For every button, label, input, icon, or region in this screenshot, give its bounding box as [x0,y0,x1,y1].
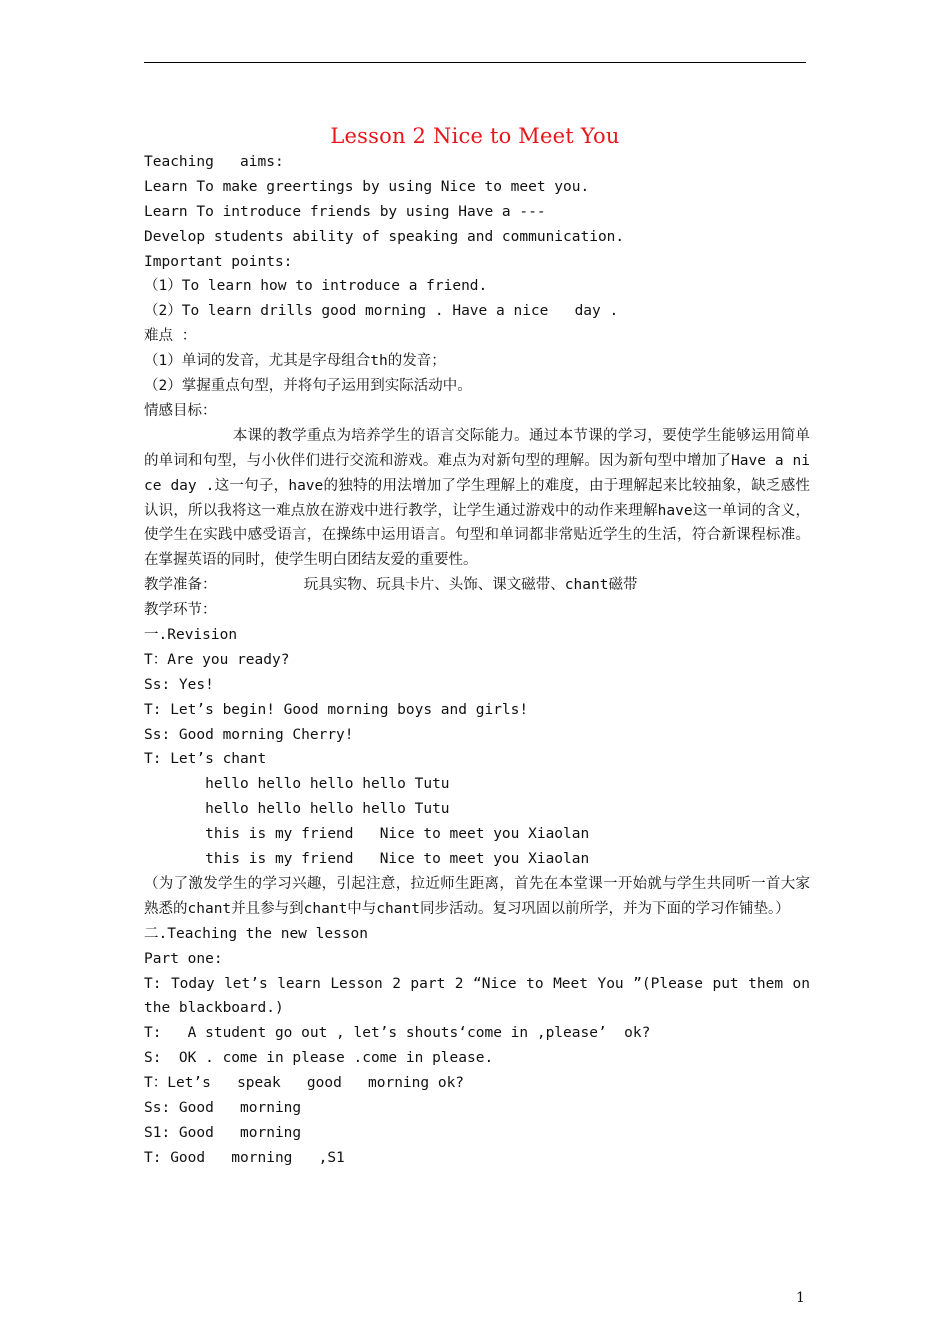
paragraph-today-lesson: T: Today let’s learn Lesson 2 part 2 “Nice to Meet You ”(Please put them on the blackboard.) [144,975,810,1017]
text-line: T：Are you ready? [144,651,290,668]
dialogue-line: S1: Good morning [144,1124,302,1141]
text-line: Important points: [144,253,293,270]
dialogue-line: S: OK . come in please .come in please. [144,1050,494,1067]
text-line: Ss: Good morning Cherry! [144,726,354,743]
page-title: Lesson 2 Nice to Meet You [330,124,620,148]
header-rule [144,62,806,63]
text-line: Learn To introduce friends by using Have a --- [144,203,546,220]
page-number: 1 [796,1290,805,1306]
text-line: Teaching aims: [144,154,284,170]
chant-line: this is my friend Nice to meet you Xiaolan [144,851,590,868]
text-line: （1）To learn how to introduce a friend. [144,278,488,295]
text-line: T: Let’s chant [144,751,267,768]
dialogue-line: T: Good morning ,S1 [144,1149,345,1166]
text-line: Develop students ability of speaking and communication. [144,228,625,245]
text-line: 教学环节： [144,602,217,619]
document-body [144,150,810,1171]
text-line: （2）To learn drills good morning . Have a nice day . [144,303,619,320]
text-line: Learn To make greertings by using Nice to meet you. [144,178,590,195]
chant-line: this is my friend Nice to meet you Xiaolan [144,826,590,843]
text-line: 情感目标： [144,402,217,419]
text-line: 一.Revision [144,627,238,644]
text-line: 二.Teaching the new lesson [144,925,369,942]
text-line: 难点 ： [144,328,197,345]
text-line: 教学准备： 玩具实物、玩具卡片、头饰、课文磁带、chant磁带 [144,577,638,594]
paragraph-emotional-goals: 本课的教学重点为培养学生的语言交际能力。通过本节课的学习，要使学生能够运用简单的单词和句型，与小伙伴们进行交流和游戏。难点为对新句型的理解。因为新句型中增加了Have a nice day .这一句子，have的独特的用法增加了学生理解上的难度，由于理解起来比较抽象，缺乏感性认识，所以我将这一难点放在游戏中进行教学，让学生通过游戏中的动作来理解have这一单词的含义，使学生在实践中感受语言，在操练中运用语言。句型和单词都非常贴近学生的生活，符合新课程标准。在掌握英语的同时，使学生明白团结友爱的重要性。 [144,427,810,569]
dialogue-line: T: A student go out , let’s shouts‘come in ,please’ ok? [144,1025,651,1042]
paragraph-chant-note: （为了激发学生的学习兴趣，引起注意，拉近师生距离，首先在本堂课一开始就与学生共同听一首大家熟悉的chant并且参与到chant中与chant同步活动。复习巩固以前所学，并为下面的学习作铺垫。） [144,875,810,917]
chant-line: hello hello hello hello Tutu [144,801,450,818]
text-line: T: Let’s begin! Good morning boys and girls! [144,701,529,718]
text-line: Part one: [144,950,223,967]
chant-line: hello hello hello hello Tutu [144,776,450,793]
text-line: （1）单词的发音，尤其是字母组合th的发音； [144,353,446,370]
text-line: Ss: Yes! [144,676,214,693]
dialogue-line: T：Let’s speak good morning ok? [144,1075,465,1092]
dialogue-line: Ss: Good morning [144,1100,302,1116]
text-line: （2）掌握重点句型，并将句子运用到实际活动中。 [144,378,472,395]
